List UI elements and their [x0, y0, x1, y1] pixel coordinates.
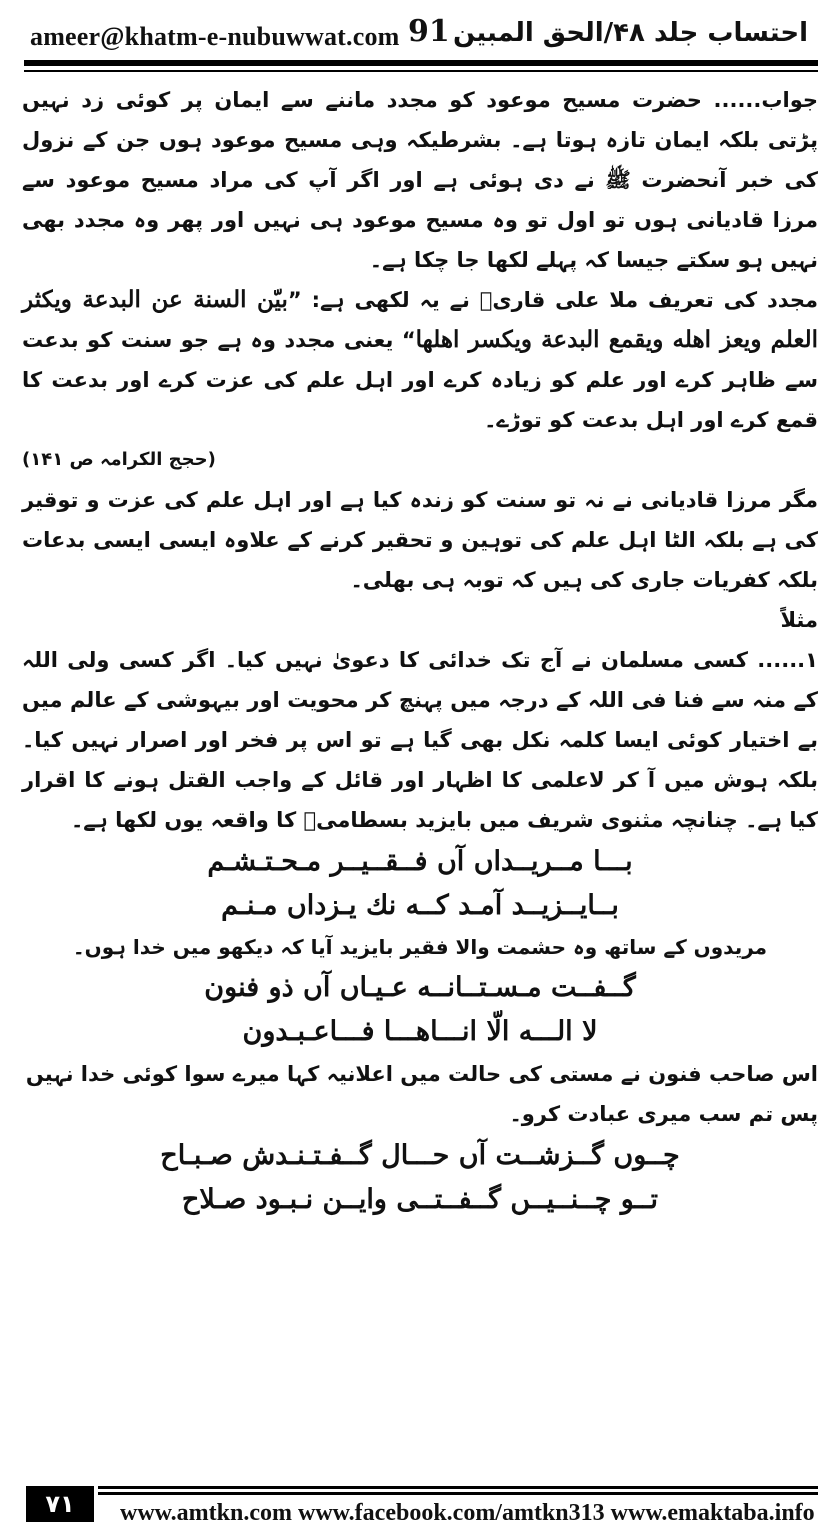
- reference-citation: (حجج الکرامہ ص ۱۴۱): [22, 449, 216, 470]
- verse-line: لا الـــه الّا انـــاھـــا فـــاعـبـدون: [242, 1016, 598, 1047]
- item-number: ۱......: [757, 648, 818, 672]
- header-rule: [24, 60, 818, 66]
- verse-line: تــو چــنــیــں گــفــتــی وایــن نـبـود صـلاح: [181, 1184, 659, 1215]
- paragraph-answer: جواب...... حضرت مسیح موعود کو مجدد ماننے سے ایمان پر کوئی زد نہیں پڑتی بلکہ ایمان تازہ ہوتا ہے۔ بشرطیکہ وہی مسیح موعود ہوں جن کے نزول کی خبر آنحضرت ﷺ نے دی ہوئی ہے اور اگر آپ کی مراد مسیح موعود سے مرزا قادیانی ہوں تو اول تو وہ مسیح موعود ہی نہیں اور پھر وہ مجدد بھی نہیں ہو سکتے جیسا کہ پہلے لکھا جا چکا ہے۔: [22, 88, 818, 272]
- footer-rule: [98, 1486, 818, 1489]
- reference-row: [22, 440, 818, 480]
- footer-page-badge: ۷۱: [26, 1486, 94, 1522]
- verse-translation: اس صاحب فنون نے مستی کی حالت میں اعلانیہ کہا میرے سوا کوئی خدا نہیں پس تم سب میری عبادت کرو۔: [25, 1062, 818, 1126]
- header-page-number: 91: [408, 14, 450, 49]
- paragraph-item-1: [22, 640, 818, 840]
- definition-translation: “ یعنی مجدد وہ ہے جو سنت کو بدعت سے ظاہر کرے اور علم کو زیادہ کرے اور اہل علم کی عزت کرے اور بدعت کا قمع کرے اور اہل بدعت کو توڑے۔: [22, 328, 818, 432]
- footer-links: www.amtkn.com www.facebook.com/amtkn313 www.emaktaba.info: [120, 1500, 815, 1526]
- verse-line: بــایــزیــد آمـد کــه نك یـزداں مـنـم: [221, 890, 619, 921]
- paragraph-mujaddid-definition: [22, 280, 818, 440]
- page-header: [0, 0, 840, 64]
- verse-line: چــوں گــزشــت آں حـــال گــفـتـنـدش صـبـاح: [160, 1140, 680, 1171]
- verse-line: بـــا مــریــداں آں فــقــیــر مـحـتـشـم: [207, 846, 633, 877]
- item-1-text: کسی مسلمان نے آج تک خدائی کا دعویٰ نہیں کیا۔ اگر کسی ولی اللہ کے منہ سے فنا فی اللہ کے درجہ میں پہنچ کر محویت اور بیہوشی کے عالم میں بے اختیار کوئی ایسا کلمہ نکل بھی گیا ہے تو اس پر فخر اور اصرار نہیں کیا۔ بلکہ ہوش میں آ کر لاعلمی کا اظہار اور قائل کے واجب القتل ہونے کا اقرار کیا ہے۔ چنانچہ مثنوی شریف میں بایزید بسطامیؒ کا واقعہ یوں لکھا ہے۔: [22, 648, 818, 832]
- verse-translation: مریدوں کے ساتھ وہ حشمت والا فقیر بایزید آیا کہ دیکھو میں خدا ہوں۔: [72, 935, 768, 959]
- header-rule-thin: [24, 70, 818, 72]
- paragraph-mirza: مگر مرزا قادیانی نے نہ تو سنت کو زندہ کیا ہے اور اہل علم کی عزت و توقیر کی ہے بلکہ الٹا اہل علم کی توہین و تحقیر کرنے کے علاوہ ایسی ایسی بدعات بلکہ کفریات جاری کی ہیں کہ توبہ ہی بھلی۔: [22, 488, 818, 592]
- footer-rule: [98, 1492, 818, 1495]
- label-mithlan: مثلاً: [780, 608, 818, 632]
- arabic-quote: بیّن السنة عن البدعة ویکثر العلم ویعز اھله ویقمع البدعة ویکسر اھلھا: [22, 286, 818, 353]
- header-email: ameer@khatm-e-nubuwwat.com: [30, 22, 400, 51]
- header-book-title: احتساب جلد ۴۸/الحق المبین: [453, 18, 808, 48]
- verse-line: گــفــت مـسـتــانــه عـیـاں آں ذو فنون: [204, 972, 636, 1003]
- page-body: [22, 80, 818, 1222]
- definition-intro: مجدد کی تعریف ملا علی قاریؒ نے یہ لکھی ہے: ”: [287, 288, 819, 312]
- page-footer: [0, 1486, 840, 1540]
